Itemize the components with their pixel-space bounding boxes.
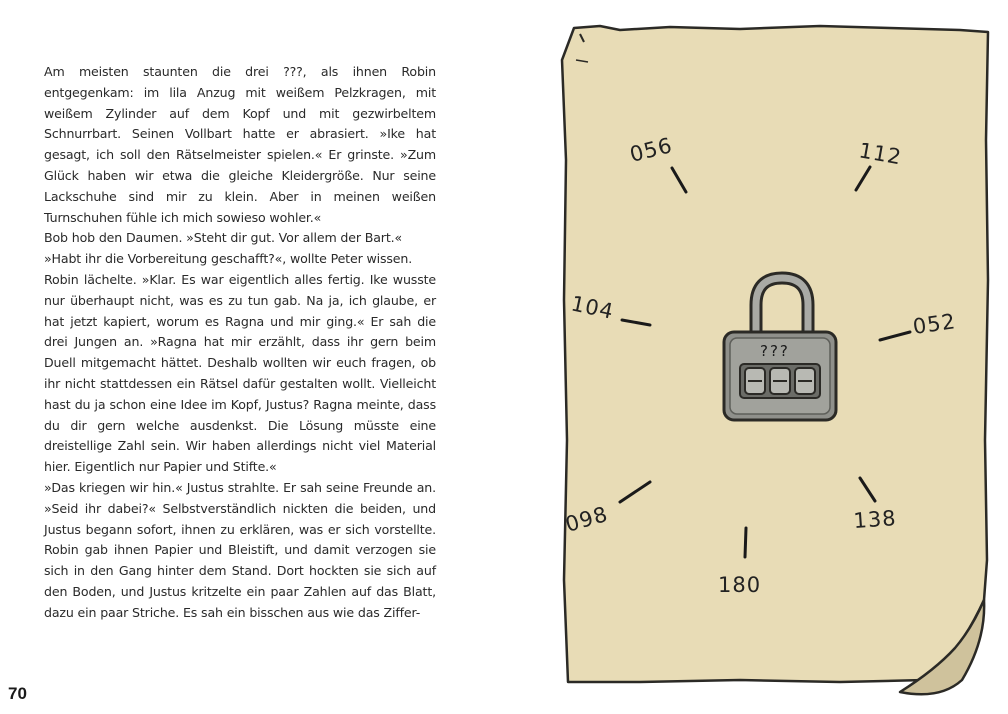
number-098: 098: [562, 501, 611, 537]
number-112: 112: [857, 138, 904, 170]
paragraph-1: Am meisten staunten die drei ???, als ihnen Robin entgegenkam: im lila Anzug mit weißem Pelzkragen, mit weißem Zylinder auf dem Kopf und mit gezwirbeltem Schnurrbart. Seinen Vollbart hatte er abrasiert. »Ike hat gesagt, ich soll den Rätselmeister spielen.« Er grinste. »Zum Glück haben wir etwa die gleiche Kleidergröße. Nur seine Lackschuhe sind mir zu klein. Aber in meinen weißen Turnschuhen fühle ich mich sowieso wohler.«: [44, 64, 436, 225]
paragraph-2: Bob hob den Daumen. »Steht dir gut. Vor allem der Bart.«: [44, 230, 403, 246]
number-104: 104: [568, 291, 617, 324]
tick-180: [745, 528, 746, 557]
paragraph-5: »Das kriegen wir hin.« Justus strahlte. Er sah seine Freunde an. »Seid ihr dabei?« Selbstverständlich nickten die beiden, und Justus begann sofort, ihnen zu erklären, was er sich vorstellte. Robin gab ihnen Papier und Bleistift, und damit verzogen sie sich in den Gang hinter dem Stand. Dort hockten sie sich auf den Boden, und Justus kritzelte ein paar Zahlen auf das Blatt, dazu ein paar Striche. Es sah ein bisschen aus wie das Ziffer-: [44, 479, 436, 620]
story-text: [44, 62, 436, 624]
number-052: 052: [911, 309, 958, 339]
puzzle-illustration: [540, 20, 1008, 700]
paragraph-4: Robin lächelte. »Klar. Es war eigentlich alles fertig. Ike wusste nur überhaupt nicht, was es zu tun gab. Na ja, ich glaube, er hat jetzt kapiert, worum es Ragna und mir ging.« Er sah die drei Jungen an. »Ragna hat mir erzählt, dass ihr gern beim Duell mitgemacht hättet. Deshalb wollten wir euch fragen, ob ihr nicht stattdessen ein Rätsel dafür gestalten wollt. Vielleicht hast du ja schon eine Idee im Kopf, Justus? Ragna meinte, dass du dir gern welche ausdenkst. Die Lösung müsste eine dreistellige Zahl sein. Wir haben allerdings nicht viel Material hier. Eigentlich nur Papier und Stifte.«: [44, 271, 436, 475]
page-number: 70: [8, 684, 27, 703]
number-056: 056: [627, 133, 676, 167]
padlock-label: ???: [760, 342, 790, 360]
number-138: 138: [852, 506, 898, 533]
number-180: 180: [718, 573, 762, 597]
paragraph-3: »Habt ihr die Vorbereitung geschafft?«, wollte Peter wissen.: [44, 251, 413, 267]
